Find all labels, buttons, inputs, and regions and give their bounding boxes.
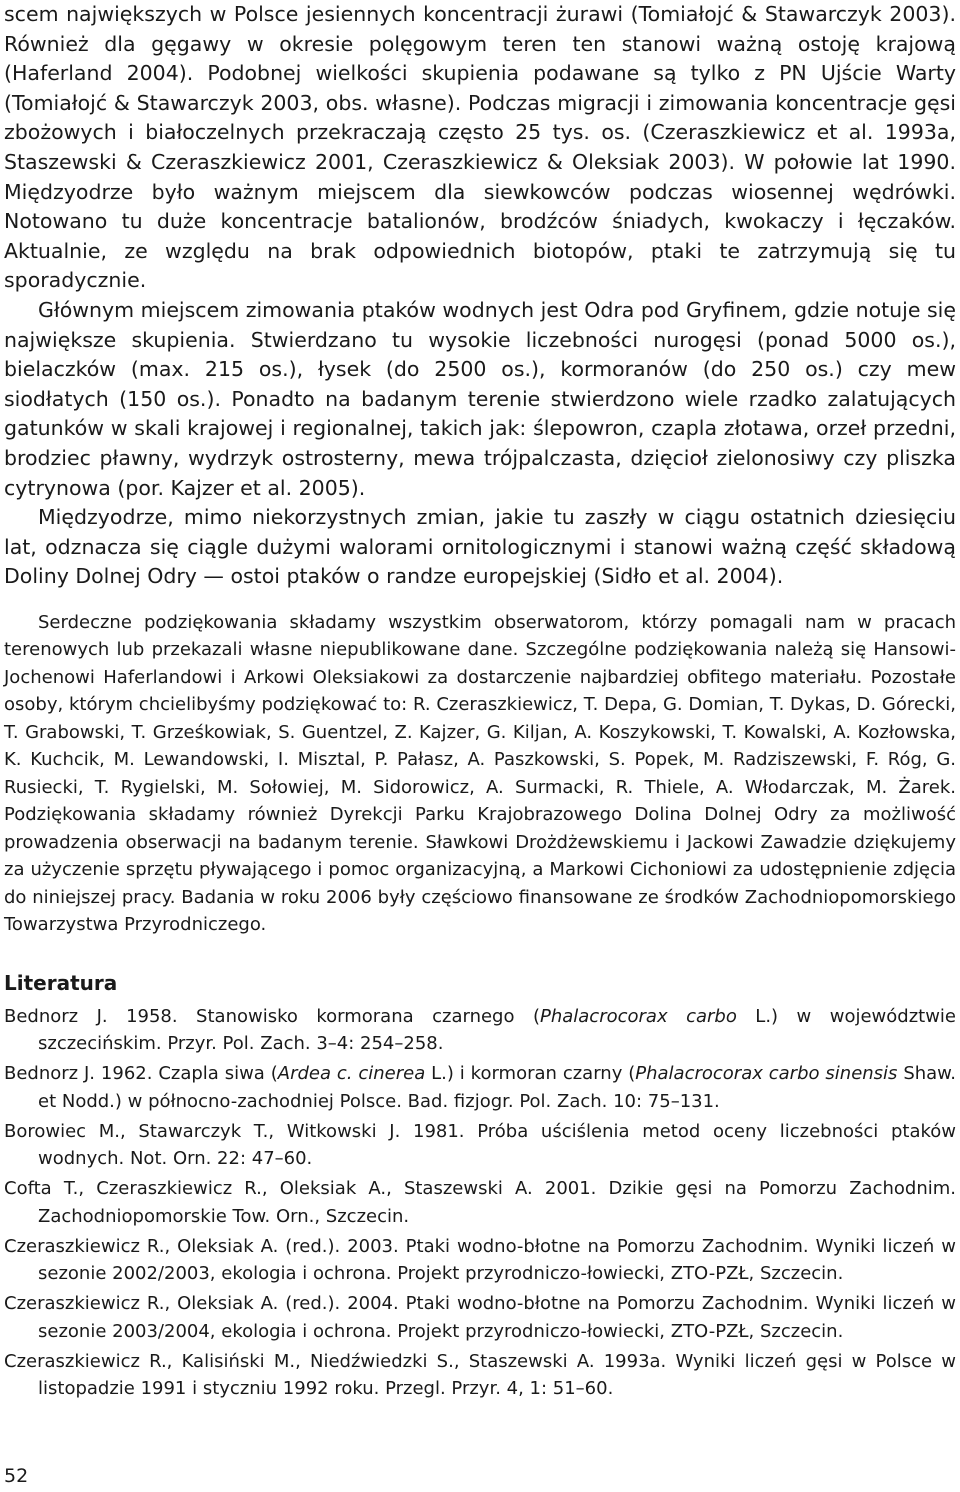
page: [4, 0, 956, 1405]
reference-item: Cofta T., Czeraszkiewicz R., Oleksiak A., Staszewski A. 2001. Dzikie gęsi na Pomorzu Zachodnim. Zachodniopomorskie Tow. Orn., Szczecin.: [4, 1178, 956, 1227]
reference-list: [4, 1003, 956, 1403]
body-paragraph-3: Międzyodrze, mimo niekorzystnych zmian, jakie tu zaszły w ciągu ostatnich dziesięciu lat, odznacza się ciągle dużymi walorami ornitologicznymi i stanowi ważną część składową Doliny Dolnej Odry — ostoi ptaków o randze europejskiej (Sidło et al. 2004).: [4, 505, 956, 589]
acknowledgements-paragraph: Serdeczne podziękowania składamy wszystkim obserwatorom, którzy pomagali nam w pracach terenowych lub przekazali własne niepublikowane dane. Szczególne podziękowania należą się Hansowi-Jochenowi Haferlandowi i Arkowi Oleksiakowi za dostarczenie najbardziej obfitego materiału. Pozostałe osoby, którym chcielibyśmy podziękować to: R. Czeraszkiewicz, T. Depa, G. Domian, T. Dykas, D. Górecki, T. Grabowski, T. Grześkowiak, S. Guentzel, Z. Kajzer, G. Kiljan, A. Koszykowski, T. Kowalski, A. Kozłowska, K. Kuchcik, M. Lewandowski, I. Misztal, P. Pałasz, A. Paszkowski, S. Popek, M. Radziszewski, F. Róg, G. Rusiecki, T. Rygielski, M. Sołowiej, M. Sidorowicz, A. Surmacki, R. Thiele, A. Włodarczak, M. Żarek. Podziękowania składamy również Dyrekcji Parku Krajobrazowego Dolina Dolnej Odry za możliwość prowadzenia obserwacji na badanym terenie. Sławkowi Drożdżewskiemu i Jackowi Zawadzie dziękujemy za użyczenie sprzętu pływającego i pomoc organizacyjną, a Markowi Cichoniowi za udostępnienie zdjęcia do niniejszej pracy. Badania w roku 2006 były częściowo finansowane ze środków Zachodniopomorskiego Towarzystwa Przyrodniczego.: [4, 611, 956, 936]
body-paragraph-2: Głównym miejscem zimowania ptaków wodnych jest Odra pod Gryfinem, gdzie notuje się największe skupienia. Stwierdzano tu wysokie liczebności nurogęsi (ponad 5000 os.), bielaczków (max. 215 os.), łysek (do 2500 os.), kormoranów (do 250 os.) czy mew siodłatych (150 os.). Ponadto na badanym terenie stwierdzono wiele rzadko zalatujących gatunków w skali krajowej i regionalnej, takich jak: ślepowron, czapla złotawa, orzeł przedni, brodziec pławny, wydrzyk ostrosterny, mewa trójpalczasta, dzięcioł zielonosiwy czy pliszka cytrynowa (por. Kajzer et al. 2005).: [4, 297, 956, 500]
literature-heading: Literatura: [4, 970, 118, 995]
reference-item: Czeraszkiewicz R., Oleksiak A. (red.). 2003. Ptaki wodno-błotne na Pomorzu Zachodnim. Wyniki liczeń w sezonie 2002/2003, ekologia i ochrona. Projekt przyrodniczo-łowiecki, ZTO-PZŁ, Szczecin.: [4, 1235, 956, 1285]
reference-item: Czeraszkiewicz R., Oleksiak A. (red.). 2004. Ptaki wodno-błotne na Pomorzu Zachodnim. Wyniki liczeń w sezonie 2003/2004, ekologia i ochrona. Projekt przyrodniczo-łowiecki, ZTO-PZŁ, Szczecin.: [4, 1293, 956, 1342]
reference-item: Bednorz J. 1958. Stanowisko kormorana czarnego (Phalacrocorax carbo L.) w województwie szczecińskim. Przyr. Pol. Zach. 3–4: 254–258.: [4, 1005, 956, 1055]
body-paragraph-1: scem największych w Polsce jesiennych koncentracji żurawi (Tomiałojć & Stawarczyk 2003). Również dla gęgawy w okresie polęgowym teren ten stanowi ważną ostoję krajową (Haferland 2004). Podobnej wielkości skupienia podawane są tylko z PN Ujście Warty (Tomiałojć & Stawarczyk 2003, obs. własne). Podczas migracji i zimowania koncentracje gęsi zbożowych i białoczelnych przekraczają często 25 tys. os. (Czeraszkiewicz et al. 1993a, Staszewski & Czeraszkiewicz 2001, Czeraszkiewicz & Oleksiak 2003). W połowie lat 1990. Międzyodrze było ważnym miejscem dla siewkowców podczas wiosennej wędrówki. Notowano tu duże koncentracje batalionów, brodźców śniadych, kwokaczy i łęczaków. Aktualnie, ze względu na brak odpowiednich biotopów, ptaki te zatrzymują się tu sporadycznie.: [4, 2, 956, 293]
page-number: 52: [4, 1465, 29, 1487]
main-text: [4, 0, 956, 592]
reference-item: Czeraszkiewicz R., Kalisiński M., Niedźwiedzki S., Staszewski A. 1993a. Wyniki liczeń gęsi w Polsce w listopadzie 1991 i styczniu 1992 roku. Przegl. Przyr. 4, 1: 51–60.: [4, 1350, 956, 1400]
reference-item: Bednorz J. 1962. Czapla siwa (Ardea c. cinerea L.) i kormoran czarny (Phalacrocorax carbo sinensis Shaw. et Nodd.) w północno-zachodniej Polsce. Bad. fizjogr. Pol. Zach. 10: 75–131.: [4, 1063, 956, 1112]
reference-item: Borowiec M., Stawarczyk T., Witkowski J. 1981. Próba uściślenia metod oceny liczebności ptaków wodnych. Not. Orn. 22: 47–60.: [4, 1120, 956, 1170]
